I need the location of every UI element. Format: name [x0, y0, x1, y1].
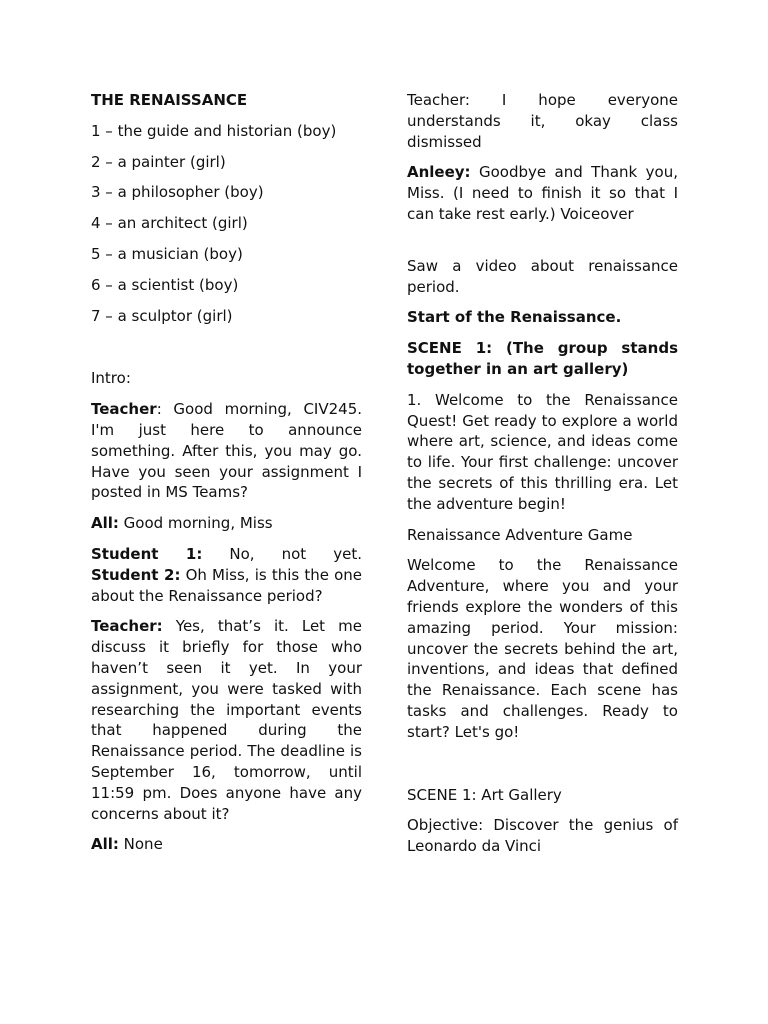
- dialogue-text: No, not yet.: [202, 544, 362, 563]
- dialogue-text: : Good morning, CIV245. I'm just here to announce something. After this, you may go. Have you seen your assignment I posted in MS Teams?: [91, 400, 362, 502]
- video-line: Saw a video about renaissance period.: [407, 256, 678, 296]
- student-lines: [91, 544, 362, 606]
- speaker-student-1: Student 1:: [91, 544, 203, 563]
- objective-line: Objective: Discover the genius of Leonardo da Vinci: [407, 816, 678, 856]
- role-item: 1 – the guide and historian (boy): [91, 121, 337, 140]
- speaker-teacher: Teacher: [91, 400, 157, 419]
- role-item: 3 – a philosopher (boy): [91, 183, 264, 202]
- speaker-all: All:: [91, 835, 119, 854]
- teacher-line-1: [91, 399, 362, 503]
- speaker-student-2: Student 2:: [91, 565, 181, 584]
- all-line-1: [91, 513, 362, 534]
- scene-1-title: SCENE 1: Art Gallery: [407, 785, 562, 804]
- dialogue-text: Yes, that’s it. Let me discuss it briefly for those who haven’t seen it yet. In your assignment, you were tasked with researching the important events that happened during the Renaissance period. The deadline is September 16, tomorrow, until 11:59 pm. Does anyone have any concerns about it?: [91, 617, 362, 823]
- speaker-teacher: Teacher:: [91, 617, 163, 636]
- all-line-2: [91, 834, 362, 855]
- dialogue-text: Oh Miss, is this the one about the Renaissance period?: [91, 565, 363, 605]
- spacer: [91, 336, 362, 368]
- start-heading: Start of the Renaissance.: [407, 308, 622, 327]
- welcome-paragraph-1: 1. Welcome to the Renaissance Quest! Get ready to explore a world where art, science, and ideas come to life. Your first challenge: uncover the secrets of this thrilling era. Let the adventure begin!: [407, 390, 678, 513]
- student-1-line: [91, 544, 362, 565]
- left-column: [91, 90, 362, 865]
- intro-label: Intro:: [91, 369, 131, 388]
- welcome-paragraph-2: Welcome to the Renaissance Adventure, where you and your friends explore the wonders of this amazing period. Your mission: uncover the secrets behind the art, inventions, and ideas that defined the Renaissance. Each scene has tasks and challenges. Ready to start? Let's go!: [407, 556, 678, 741]
- spacer: [407, 753, 678, 785]
- dialogue-text: None: [118, 835, 163, 854]
- role-item: 6 – a scientist (boy): [91, 275, 239, 294]
- document-title: THE RENAISSANCE: [91, 91, 248, 109]
- teacher-line-2: [91, 616, 362, 824]
- scene-1-heading: SCENE 1: (The group stands together in an art gallery): [407, 339, 678, 378]
- spacer: [407, 235, 678, 256]
- right-column: [407, 90, 678, 867]
- dialogue-text: Good morning, Miss: [118, 514, 273, 533]
- game-title: Renaissance Adventure Game: [407, 525, 633, 544]
- role-item: 4 – an architect (girl): [91, 214, 248, 233]
- role-item: 5 – a musician (boy): [91, 244, 243, 263]
- anleey-line: [407, 162, 678, 224]
- role-item: 2 – a painter (girl): [91, 152, 226, 171]
- speaker-all: All:: [91, 514, 119, 533]
- role-item: 7 – a sculptor (girl): [91, 306, 233, 325]
- speaker-anleey: Anleey:: [407, 163, 471, 182]
- teacher-dismiss-line: Teacher: I hope everyone understands it, okay class dismissed: [407, 91, 678, 151]
- dialogue-text: Goodbye and Thank you, Miss. (I need to finish it so that I can take rest early.) Voiceover: [407, 163, 678, 223]
